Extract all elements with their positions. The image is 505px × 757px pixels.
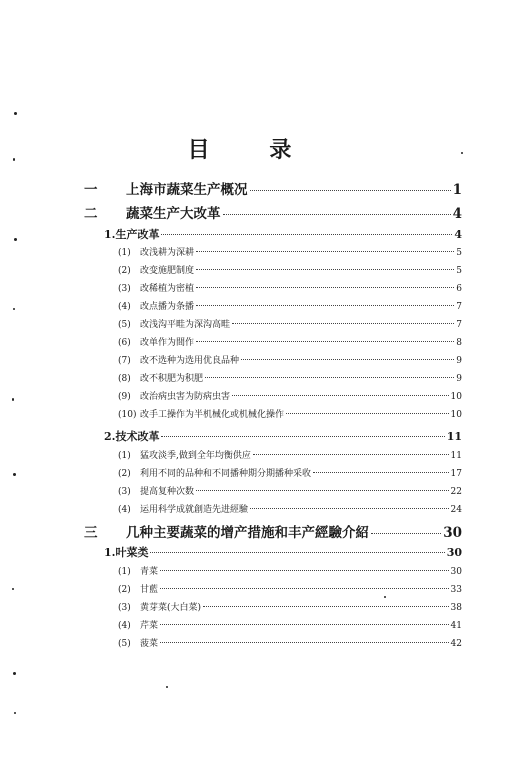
page-title: 目 录: [187, 138, 318, 163]
toc-leader-dots: [232, 323, 454, 324]
toc-item-label: 改稀植为密植: [140, 284, 195, 294]
toc-item[interactable]: [118, 466, 462, 479]
scan-speck: [166, 686, 168, 688]
toc-page-number: 7: [456, 302, 462, 312]
toc-item-label: 改变施肥制度: [140, 266, 195, 276]
toc-item-number: (8): [118, 374, 131, 384]
toc-chapter-label: 蔬菜生产大改革: [126, 206, 221, 222]
toc-page-number: 5: [456, 248, 462, 258]
toc-item[interactable]: [118, 353, 462, 366]
toc-leader-dots: [196, 251, 454, 252]
toc-page-number: 30: [443, 525, 462, 541]
toc-item[interactable]: [118, 407, 462, 420]
toc-leader-dots: [253, 454, 449, 455]
toc-page-number: 42: [450, 639, 462, 649]
toc-page-number: 10: [450, 392, 462, 402]
toc-page-number: 9: [456, 374, 462, 384]
toc-leader-dots: [196, 287, 454, 288]
toc-item[interactable]: [118, 582, 462, 595]
toc-item-label: 猛攻淡季,做到全年均衡供应: [140, 451, 251, 461]
toc-item-label: 黄芽菜(大白菜): [140, 603, 202, 613]
toc-item-label: 改不选种为选用优良品种: [140, 356, 240, 366]
toc-item-number: (2): [118, 585, 131, 595]
toc-item-label: 改手工操作为半机械化或机械化操作: [140, 410, 285, 420]
scan-speck: [13, 672, 16, 675]
toc-leader-dots: [371, 533, 441, 534]
toc-item[interactable]: [118, 618, 462, 631]
toc-chapter-number: 二: [84, 206, 98, 222]
toc-chapter[interactable]: [84, 521, 462, 541]
toc-section[interactable]: [104, 544, 462, 560]
toc-item-label: 提高复种次数: [140, 487, 195, 497]
toc-item-label: 改单作为間作: [140, 338, 195, 348]
toc-leader-dots: [232, 395, 449, 396]
toc-page-number: 5: [456, 266, 462, 276]
toc-page-number: 8: [456, 338, 462, 348]
toc-item-number: (2): [118, 266, 131, 276]
toc-item[interactable]: [118, 448, 462, 461]
toc-leader-dots: [196, 341, 454, 342]
toc-item[interactable]: [118, 371, 462, 384]
toc-leader-dots: [160, 642, 449, 643]
toc-item-label: 改浅沟平畦为深沟高畦: [140, 320, 231, 330]
toc-page-number: 4: [452, 206, 462, 222]
toc-page-number: 30: [446, 546, 462, 559]
toc-item[interactable]: [118, 317, 462, 330]
toc-page-number: 1: [452, 182, 462, 198]
toc-leader-dots: [196, 305, 454, 306]
toc-item-number: (7): [118, 356, 131, 366]
toc-chapter-number: 一: [84, 182, 98, 198]
toc-page-number: 17: [450, 469, 462, 479]
toc-section-label: 2.技术改革: [104, 430, 160, 443]
toc-item[interactable]: [118, 281, 462, 294]
toc-item-label: 改治病虫害为防病虫害: [140, 392, 231, 402]
toc-section-label: 1.生产改革: [104, 228, 160, 241]
scan-speck: [14, 112, 17, 115]
toc-item-number: (5): [118, 639, 131, 649]
toc-leader-dots: [196, 490, 449, 491]
toc-item-label: 运用科学成就創造先进經驗: [140, 505, 249, 515]
toc-page-number: 4: [454, 228, 462, 241]
toc-item-number: (2): [118, 469, 131, 479]
toc-chapter[interactable]: [84, 178, 462, 198]
toc-item[interactable]: [118, 600, 462, 613]
toc-item[interactable]: [118, 299, 462, 312]
toc-leader-dots: [160, 624, 449, 625]
toc-leader-dots: [150, 552, 444, 553]
toc-leader-dots: [161, 234, 452, 235]
toc-item-label: 改点播为条播: [140, 302, 195, 312]
toc-item-number: (3): [118, 487, 131, 497]
toc-leader-dots: [161, 436, 444, 437]
toc-item[interactable]: [118, 564, 462, 577]
toc-item-number: (5): [118, 320, 131, 330]
toc-item-number: (1): [118, 567, 131, 577]
scan-speck: [14, 712, 16, 714]
toc-item-number: (1): [118, 451, 131, 461]
toc-item[interactable]: [118, 245, 462, 258]
scan-speck: [13, 308, 15, 310]
toc-item[interactable]: [118, 502, 462, 515]
toc-item-number: (4): [118, 505, 131, 515]
toc-leader-dots: [203, 606, 449, 607]
scan-speck: [12, 588, 14, 590]
toc-page-number: 33: [450, 585, 462, 595]
toc-leader-dots: [250, 508, 449, 509]
toc-item-number: (9): [118, 392, 131, 402]
toc-item-number: (1): [118, 248, 131, 258]
toc-section[interactable]: [104, 226, 462, 242]
toc-chapter-label: 上海市蔬菜生产概况: [126, 182, 248, 198]
toc-page-number: 30: [450, 567, 462, 577]
toc-leader-dots: [286, 413, 449, 414]
toc-chapter-label: 几种主要蔬菜的增产措施和丰产經驗介紹: [126, 525, 369, 541]
toc-page-number: 41: [450, 621, 462, 631]
toc-leader-dots: [241, 359, 454, 360]
scan-speck: [12, 398, 14, 401]
toc-item-number: (3): [118, 284, 131, 294]
scan-speck: [13, 473, 16, 476]
toc-item[interactable]: [118, 389, 462, 402]
toc-page-number: 22: [450, 487, 462, 497]
toc-item-label: 青菜: [140, 567, 159, 577]
toc-leader-dots: [223, 214, 451, 215]
toc-item-number: (4): [118, 621, 131, 631]
toc-page-number: 7: [456, 320, 462, 330]
scan-speck: [461, 152, 463, 154]
toc-leader-dots: [160, 570, 449, 571]
toc-item[interactable]: [118, 263, 462, 276]
toc-item-label: 甘藍: [140, 585, 159, 595]
toc-page-number: 38: [450, 603, 462, 613]
toc-leader-dots: [196, 269, 454, 270]
scan-speck: [13, 158, 15, 161]
toc-item-label: 改不积肥为积肥: [140, 374, 204, 384]
scan-speck: [14, 238, 17, 241]
toc-item-label: 菠菜: [140, 639, 159, 649]
toc-section[interactable]: [104, 428, 462, 444]
toc-item-label: 改浅耕为深耕: [140, 248, 195, 258]
toc-item-number: (6): [118, 338, 131, 348]
toc-page-number: 24: [450, 505, 462, 515]
toc-page-number: 10: [450, 410, 462, 420]
toc-section-label: 1.叶菜类: [104, 546, 149, 559]
toc-leader-dots: [160, 588, 449, 589]
toc-item-label: 芹菜: [140, 621, 159, 631]
toc-page-number: 6: [456, 284, 462, 294]
toc-page-number: 11: [450, 451, 462, 461]
toc-item-label: 利用不同的品种和不同播种期分期播种采收: [140, 469, 312, 479]
toc-leader-dots: [205, 377, 454, 378]
toc-leader-dots: [313, 472, 449, 473]
toc-leader-dots: [250, 190, 451, 191]
toc-chapter[interactable]: [84, 202, 462, 222]
toc-item-number: (10): [118, 410, 137, 420]
toc-item[interactable]: [118, 636, 462, 649]
toc-item-number: (3): [118, 603, 131, 613]
toc-page-number: 9: [456, 356, 462, 366]
toc-item[interactable]: [118, 484, 462, 497]
scan-speck: [384, 596, 386, 598]
toc-page-number: 11: [446, 430, 462, 443]
toc-item-number: (4): [118, 302, 131, 312]
toc-item[interactable]: [118, 335, 462, 348]
toc-chapter-number: 三: [84, 525, 98, 541]
